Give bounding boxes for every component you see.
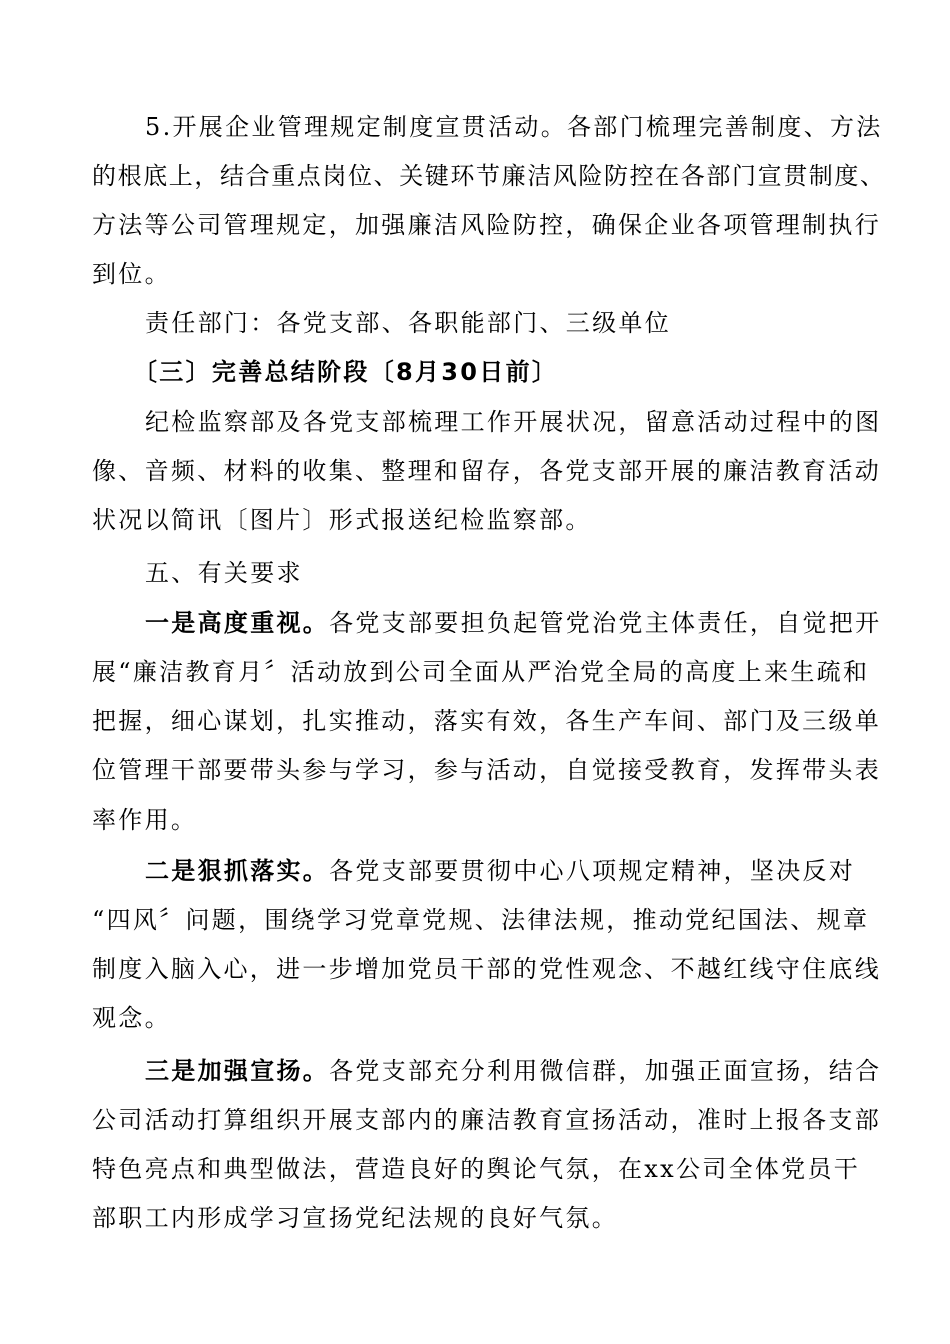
paragraph-line: 特色亮点和典型做法，营造良好的舆论气氛，在xx公司全体党员干 bbox=[92, 1155, 861, 1183]
paragraph-line: 5.开展企业管理规定制度宣贯活动。各部门梳理完善制度、方法 bbox=[145, 113, 883, 141]
paragraph-line: 像、音频、材料的收集、整理和留存，各党支部开展的廉洁教育活动 bbox=[92, 457, 881, 485]
paragraph-line: 位管理干部要带头参与学习，参与活动，自觉接受教育，发挥带头表 bbox=[92, 756, 881, 784]
paragraph-line: 制度入脑入心，进一步增加党员干部的党性观念、不越红线守住底线 bbox=[92, 955, 881, 983]
section-title: 五、有关要求 bbox=[145, 559, 303, 587]
paragraph-line: 部职工内形成学习宣扬党纪法规的良好气氛。 bbox=[92, 1204, 618, 1232]
requirement-first-line bbox=[145, 856, 855, 886]
paragraph-line: 状况以简讯〔图片〕形式报送纪检监察部。 bbox=[92, 506, 592, 534]
requirement-text: 各党支部要贯彻中心八项规定精神，坚决反对 bbox=[329, 857, 856, 885]
requirement-first-line bbox=[145, 608, 881, 638]
requirement-text: 各党支部要担负起管党治党主体责任，自觉把开 bbox=[329, 609, 882, 637]
requirement-lead: 二是狠抓落实。 bbox=[145, 857, 330, 885]
requirement-first-line bbox=[145, 1056, 881, 1086]
requirement-text: 各党支部充分利用微信群，加强正面宣扬，结合 bbox=[329, 1057, 882, 1085]
paragraph-line: 纪检监察部及各党支部梳理工作开展状况，留意活动过程中的图 bbox=[145, 408, 882, 436]
paragraph-line: 展“廉洁教育月〞活动放到公司全面从严治党全局的高度上来生疏和 bbox=[92, 658, 870, 686]
paragraph-line: “四风〞问题，围绕学习党章党规、法律法规，推动党纪国法、规章 bbox=[92, 906, 870, 934]
paragraph-line: 方法等公司管理规定，加强廉洁风险防控，确保企业各项管理制执行 bbox=[92, 211, 881, 239]
paragraph-line: 的根底上，结合重点岗位、关键环节廉洁风险防控在各部门宣贯制度、 bbox=[92, 162, 886, 190]
phase-heading: 〔三〕完善总结阶段〔8月30日前〕 bbox=[133, 358, 559, 386]
requirement-lead: 一是高度重视。 bbox=[145, 609, 330, 637]
paragraph-line: 到位。 bbox=[92, 260, 171, 288]
paragraph-line: 公司活动打算组织开展支部内的廉洁教育宣扬活动，准时上报各支部 bbox=[92, 1106, 881, 1134]
paragraph-line: 观念。 bbox=[92, 1004, 171, 1032]
paragraph-line: 把握，细心谋划，扎实推动，落实有效，各生产车间、部门及三级单 bbox=[92, 707, 881, 735]
requirement-lead: 三是加强宣扬。 bbox=[145, 1057, 330, 1085]
paragraph-line: 率作用。 bbox=[92, 806, 198, 834]
responsible-departments: 责任部门：各党支部、各职能部门、三级单位 bbox=[145, 309, 671, 337]
